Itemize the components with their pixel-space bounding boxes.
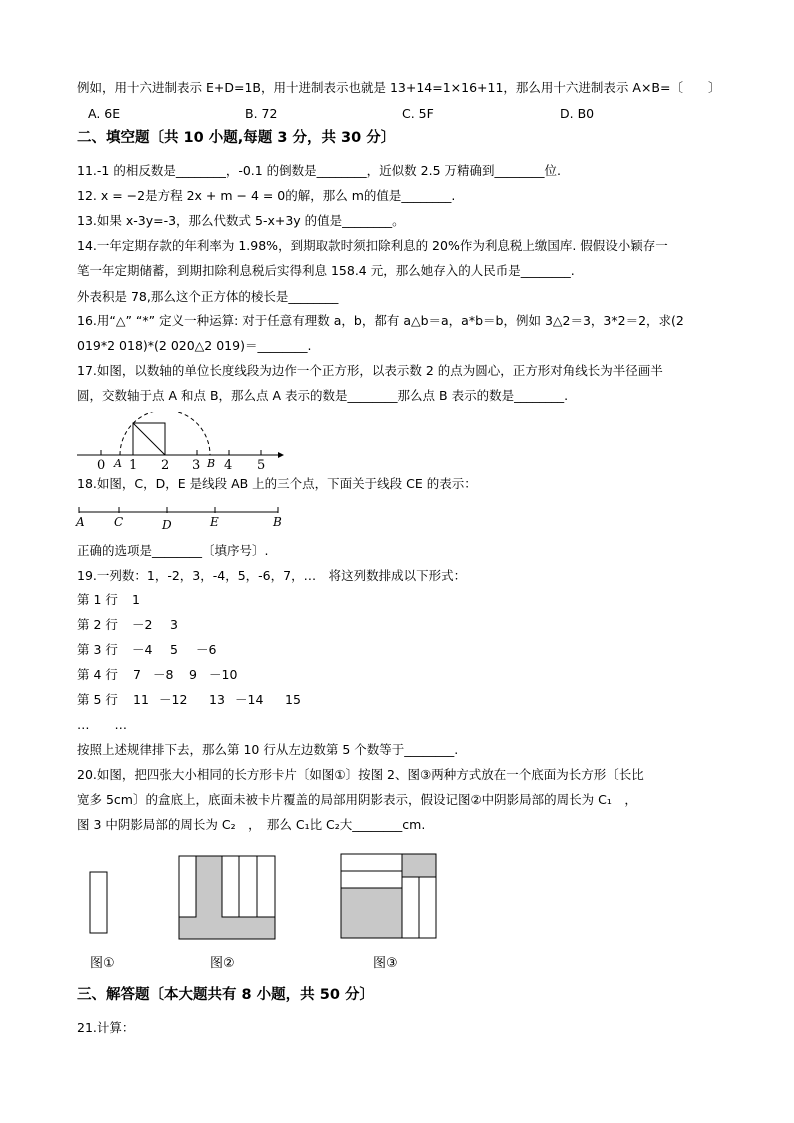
q10-option-a: A. 6E bbox=[88, 106, 121, 121]
q19-row-1: 第 1 行 1 bbox=[77, 592, 140, 607]
tick-label-5: 5 bbox=[257, 458, 266, 473]
point-b-label: B bbox=[207, 457, 216, 470]
tick-label-2: 2 bbox=[161, 458, 170, 473]
segment-label-b: B bbox=[273, 515, 282, 529]
q20-line-3: 图 3 中阴影局部的周长为 C₂ ， 那么 C₁比 C₂大________cm. bbox=[77, 817, 426, 832]
q12: 12. x = −2是方程 2x + m − 4 = 0的解，那么 m的值是________. bbox=[77, 188, 456, 203]
q16-line-2: 019*2 018)*(2 020△2 019)＝________. bbox=[77, 338, 312, 353]
segment-figure bbox=[74, 506, 286, 532]
figure-3-caption: 图③ bbox=[373, 956, 398, 971]
q19-question: 按照上述规律排下去，那么第 10 行从左边数第 5 个数等于________. bbox=[77, 742, 459, 757]
q17-line-2: 圆，交数轴于点 A 和点 B，那么点 A 表示的数是________那么点 B 表示的数是________. bbox=[77, 388, 569, 403]
figure-3-box bbox=[340, 853, 438, 941]
tick-label-1: 1 bbox=[129, 458, 138, 473]
q19-row-5: 第 5 行 11 －12 13 －14 15 bbox=[77, 692, 301, 707]
q19-row-4: 第 4 行 7 －8 9 －10 bbox=[77, 667, 238, 682]
figure-1-card bbox=[89, 871, 109, 935]
q19-ellipsis: … … bbox=[77, 717, 128, 732]
q14-line-1: 14.一年定期存款的年利率为 1.98%，到期取款时须扣除利息的 20%作为利息税上缴国库. 假假设小颖存一 bbox=[77, 238, 668, 253]
q18: 18.如图，C，D，E 是线段 AB 上的三个点，下面关于线段 CE 的表示： bbox=[77, 476, 477, 491]
q19: 19.一列数：1，-2，3，-4，5，-6，7，… 将这列数排成以下形式： bbox=[77, 568, 467, 583]
q17-line-1: 17.如图，以数轴的单位长度线段为边作一个正方形，以表示数 2 的点为圆心，正方形对角线长为半径画半 bbox=[77, 363, 663, 378]
tick-marks bbox=[101, 450, 261, 455]
q19-row-2: 第 2 行 －2 3 bbox=[77, 617, 178, 632]
segment-label-d: D bbox=[162, 518, 172, 532]
q14-line-2: 笔一年定期储蓄，到期扣除利息税后实得利息 158.4 元，那么她存入的人民币是________. bbox=[77, 263, 575, 278]
figure-2-box bbox=[178, 855, 278, 941]
square-diagonal bbox=[133, 423, 165, 455]
point-a-label: A bbox=[114, 457, 122, 470]
section-answer-heading: 三、解答题〔本大题共有 8 小题，共 50 分〕 bbox=[77, 987, 374, 1003]
q10-option-c: C. 5F bbox=[402, 106, 434, 121]
segment-label-a: A bbox=[76, 515, 85, 529]
q20-line-2: 宽多 5cm〕的盒底上，底面未被卡片覆盖的局部用阴影表示，假设记图②中阴影局部的周长为 C₁ ， bbox=[77, 792, 637, 807]
q11: 11.-1 的相反数是________，-0.1 的倒数是________，近似数 2.5 万精确到________位. bbox=[77, 163, 561, 178]
tick-label-0: 0 bbox=[97, 458, 106, 473]
segment-label-c: C bbox=[114, 515, 124, 529]
q10-option-d: D. B0 bbox=[560, 106, 595, 121]
tick-label-4: 4 bbox=[224, 458, 233, 473]
q18-answer: 正确的选项是________〔填序号〕. bbox=[77, 543, 269, 558]
figure-2-caption: 图② bbox=[210, 956, 235, 971]
q20-line-1: 20.如图，把四张大小相同的长方形卡片〔如图①〕按图 2、图③两种方式放在一个底面为长方形〔长比 bbox=[77, 767, 644, 782]
segment-label-e: E bbox=[210, 515, 219, 529]
number-line-figure bbox=[74, 412, 284, 474]
section-fill-blank-heading: 二、填空题〔共 10 小题,每题 3 分，共 30 分〕 bbox=[77, 130, 396, 146]
q10-option-b: B. 72 bbox=[245, 106, 278, 121]
q13: 13.如果 x-3y=-3，那么代数式 5-x+3y 的值是________。 bbox=[77, 213, 405, 228]
figure-1-caption: 图① bbox=[90, 956, 115, 971]
q16-line-1: 16.用“△” “*” 定义一种运算: 对于任意有理数 a，b，都有 a△b＝a，a*b＝b，例如 3△2＝3，3*2＝2，求(2 bbox=[77, 313, 684, 328]
tick-label-3: 3 bbox=[192, 458, 201, 473]
q21: 21.计算： bbox=[77, 1020, 135, 1035]
q19-row-3: 第 3 行 －4 5 －6 bbox=[77, 642, 217, 657]
q15: 外表积是 78,那么这个正方体的棱长是________ bbox=[77, 289, 339, 304]
q10-stem: 例如，用十六进制表示 E+D=1B，用十进制表示也就是 13+14=1×16+11，那么用十六进制表示 A×B=〔 〕 bbox=[77, 80, 721, 95]
